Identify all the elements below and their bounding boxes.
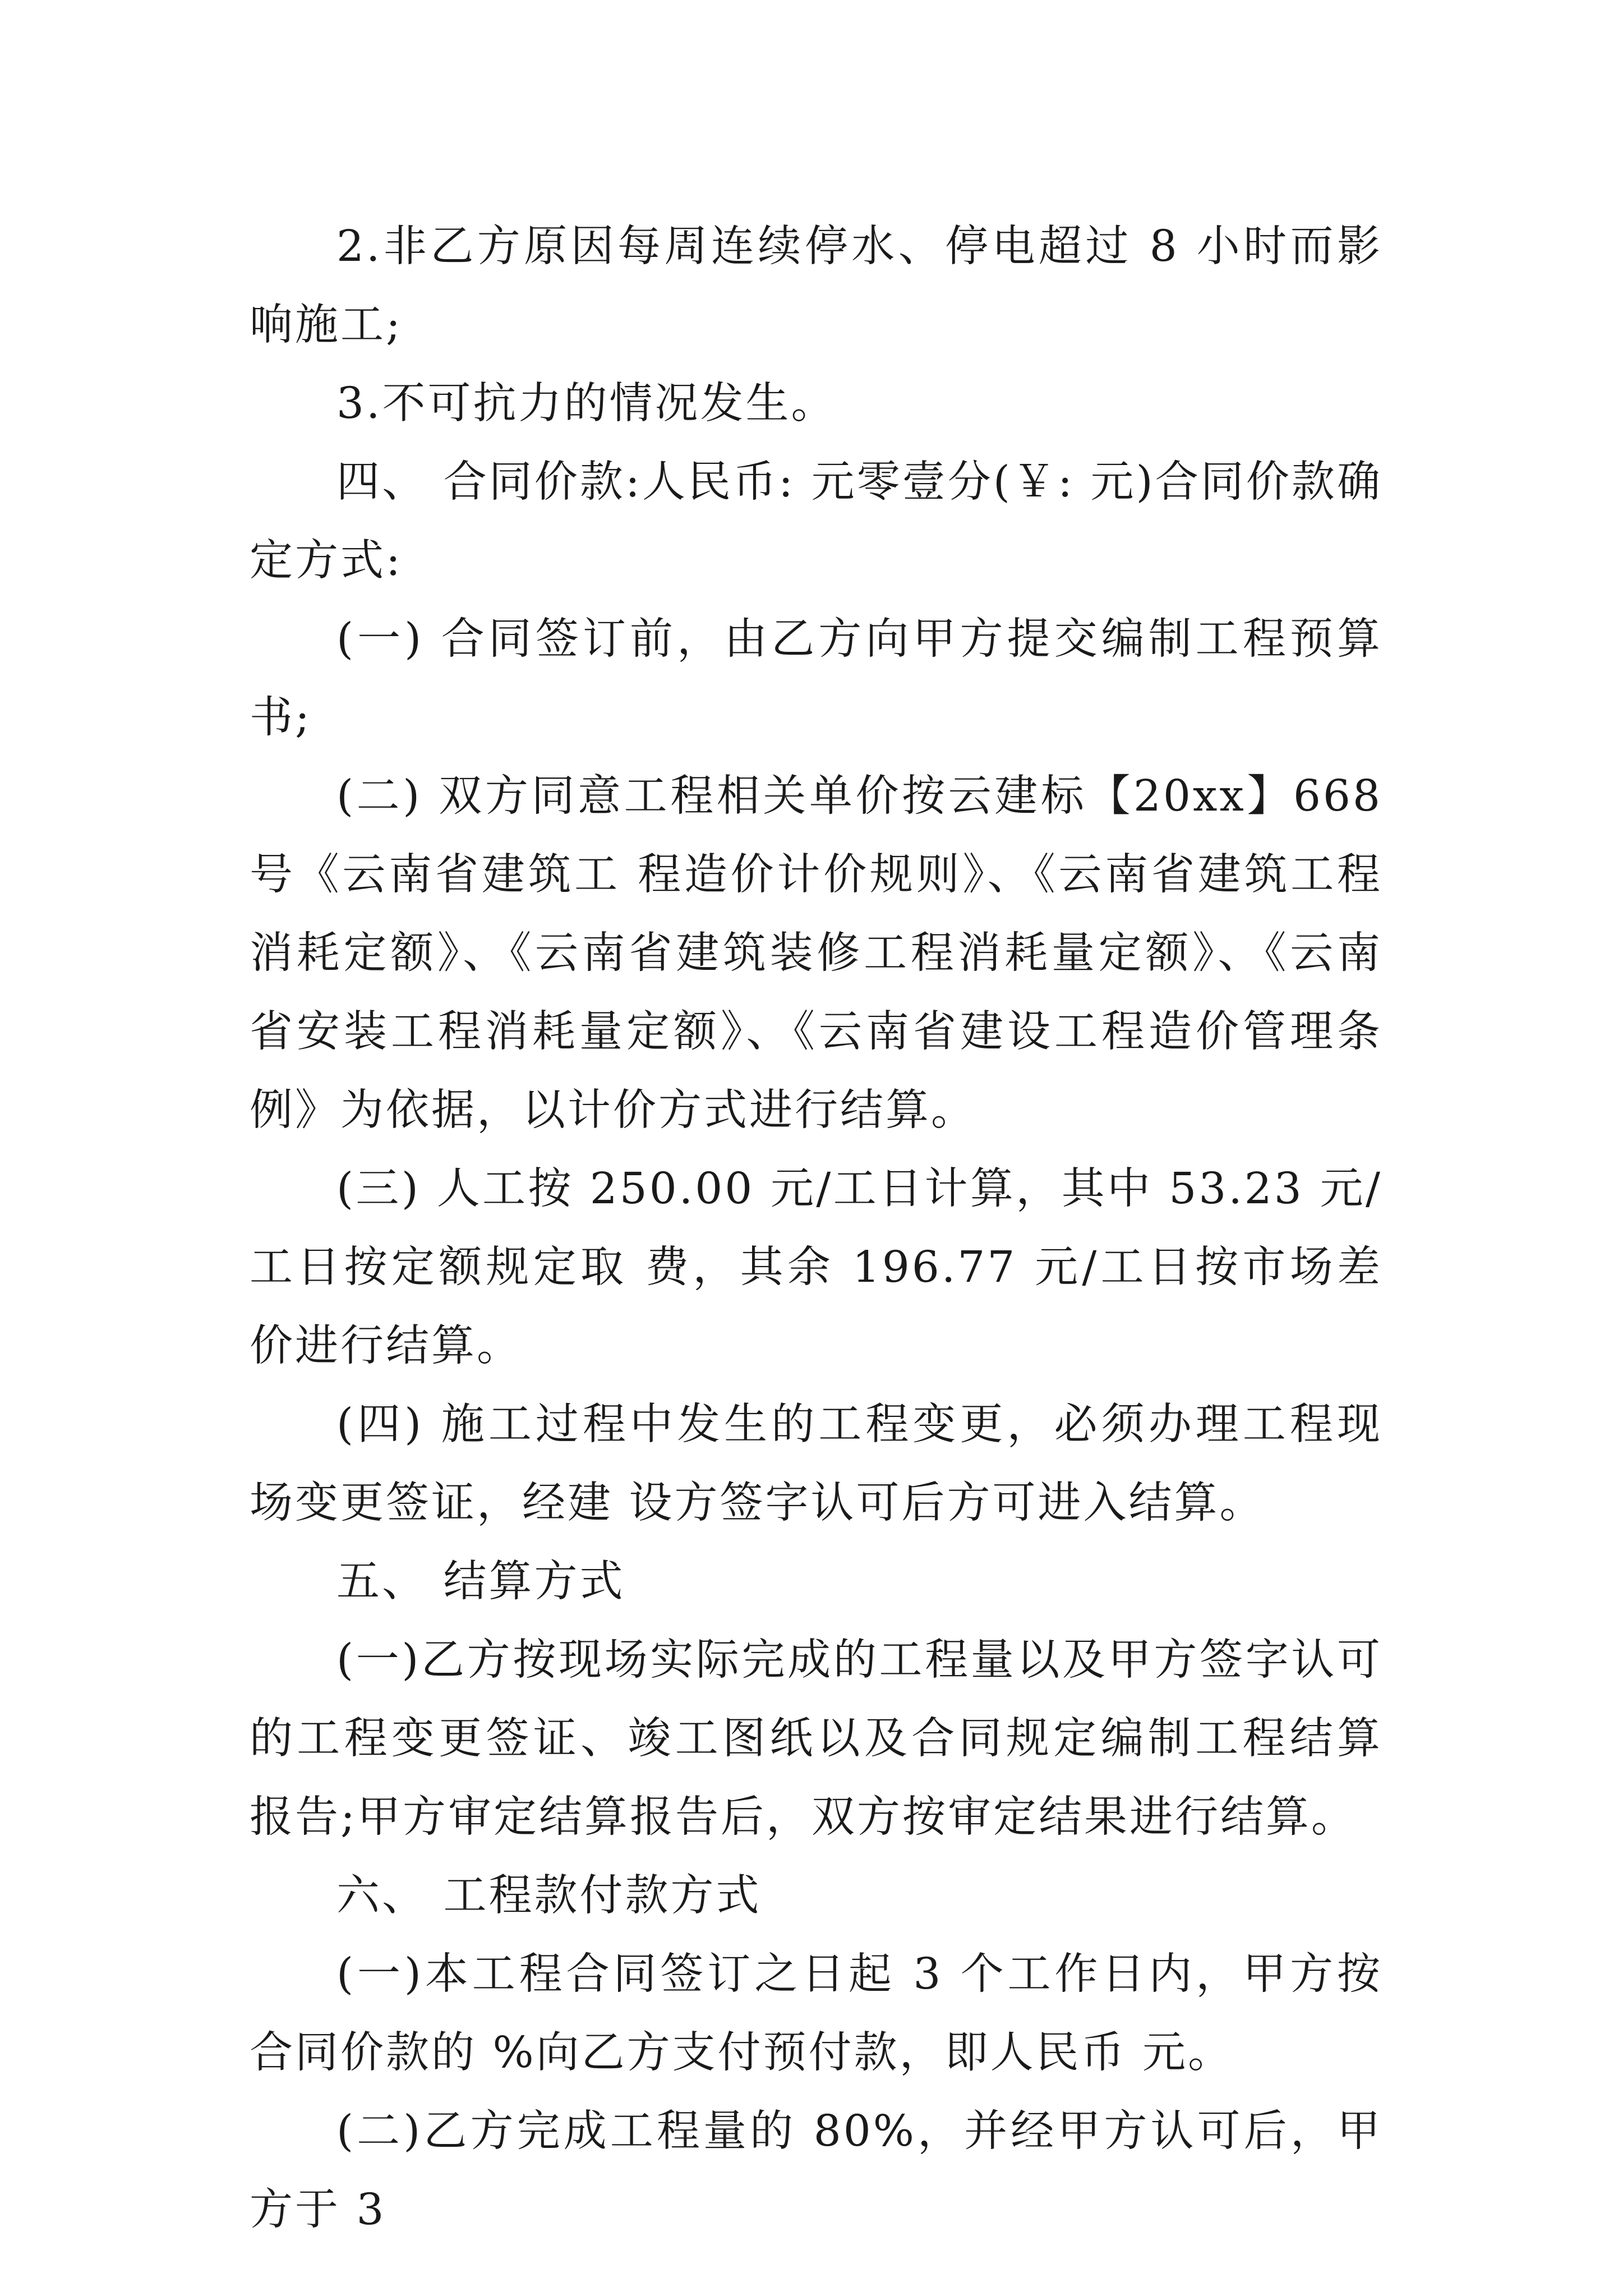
paragraph-4-item-4: (四) 施工过程中发生的工程变更，必须办理工程现场变更签证，经建 设方签字认可后方可进入结算。: [250, 1400, 1382, 1528]
paragraph-clause-3: 3.不可抗力的情况发生。: [336, 379, 837, 429]
paragraph-5-item-1: (一)乙方按现场实际完成的工程量以及甲方签字认可的工程变更签证、竣工图纸以及合同规定编制工程结算报告;甲方审定结算报告后，双方按审定结果进行结算。: [250, 1635, 1382, 1842]
paragraph-6-item-1: (一)本工程合同签订之日起 3 个工作日内，甲方按合同价款的 %向乙方支付预付款，即人民币 元。: [250, 1949, 1382, 2078]
paragraph-section-4-contract-price: 四、 合同价款:人民币: 元零壹分(￥: 元)合同价款确定方式:: [250, 457, 1382, 586]
paragraph-clause-2: 2.非乙方原因每周连续停水、停电超过 8 小时而影响施工;: [250, 222, 1382, 350]
section-heading-6-payment: 六、 工程款付款方式: [336, 1871, 762, 1921]
paragraph-4-item-2: (二) 双方同意工程相关单价按云建标【20xx】668 号《云南省建筑工 程造价计价规则》、《云南省建筑工程消耗定额》、《云南省建筑装修工程消耗量定额》、《云南省安装工程消耗量定额》、《云南省建设工程造价管理条例》为依据，以计价方式进行结算。: [250, 771, 1382, 1135]
paragraph-4-item-3: (三) 人工按 250.00 元/工日计算，其中 53.23 元/工日按定额规定取 费，其余 196.77 元/工日按市场差价进行结算。: [250, 1164, 1382, 1371]
paragraph-4-item-1: (一) 合同签订前，由乙方向甲方提交编制工程预算书;: [250, 614, 1382, 743]
document-body: [250, 208, 1382, 2249]
section-heading-5-settlement: 五、 结算方式: [336, 1557, 625, 1607]
paragraph-6-item-2: (二)乙方完成工程量的 80%，并经甲方认可后，甲方于 3: [250, 2106, 1382, 2235]
